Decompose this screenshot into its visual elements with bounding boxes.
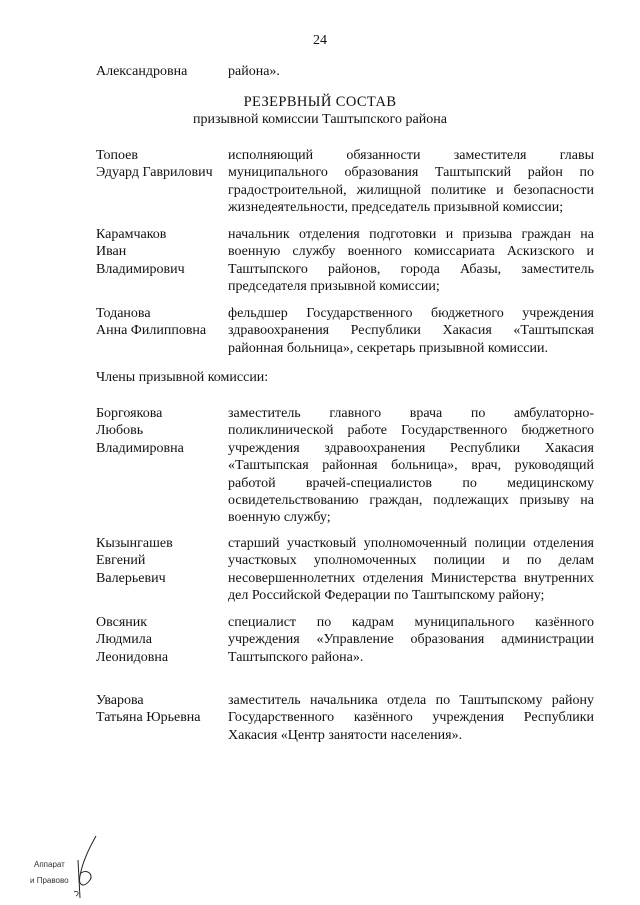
name-line: Валерьевич <box>96 570 166 586</box>
person-name <box>96 692 224 727</box>
members-heading: Члены призывной комиссии: <box>96 370 269 385</box>
person-role: старший участковый уполномоченный полиции отделения участковых уполномоченных полиции и по делам несовершеннолетних отделения Министерства внутренних дел Российской Федерации по Таштыпскому району; <box>228 536 594 604</box>
name-line: Леонидовна <box>96 649 169 665</box>
page-number: 24 <box>313 33 327 48</box>
name-line: Людмила <box>96 632 152 648</box>
name-line: Анна Филипповна <box>96 323 207 339</box>
person-name <box>96 614 224 666</box>
name-line: Владимировна <box>96 440 184 456</box>
person-role: заместитель начальника отдела по Таштыпскому району Государственного казённого учреждения Республики Хакасия «Центр занятости населения». <box>228 693 594 743</box>
person-name <box>96 305 224 340</box>
approval-stamp <box>28 830 118 900</box>
name-line: Овсяник <box>96 615 148 630</box>
person-role: исполняющий обязанности заместителя главы муниципального образования Таштыпский район по градостроительной, жилищной политике и безопасности жизнедеятельности, председатель призывной комиссии; <box>228 148 594 216</box>
name-line: Любовь <box>96 423 144 439</box>
name-line: Евгений <box>96 553 146 569</box>
person-role: начальник отделения подготовки и призыва граждан на военную службу военного комиссариата Аскизского и Таштыпского районов, города Абазы, заместитель председателя призывной комиссии; <box>228 227 594 295</box>
document-subtitle: призывной комиссии Таштыпского района <box>193 112 447 127</box>
name-line: Топоев <box>96 148 138 163</box>
stamp-line: и Правово <box>30 876 69 885</box>
person-name <box>96 535 224 587</box>
document-title: РЕЗЕРВНЫЙ СОСТАВ <box>243 94 397 110</box>
continuation-text: района». <box>228 64 280 79</box>
person-name <box>96 405 224 457</box>
continuation-name: Александровна <box>96 64 188 79</box>
name-line: Иван <box>96 244 127 260</box>
person-role: фельдшер Государственного бюджетного учреждения здравоохранения Республики Хакасия «Таштыпская районная больница», секретарь призывной комиссии. <box>228 306 594 356</box>
name-line: Боргоякова <box>96 406 163 421</box>
name-line: Эдуард Гаврилович <box>96 165 213 181</box>
name-line: Уварова <box>96 693 144 708</box>
signature-icon <box>68 830 118 900</box>
person-name <box>96 147 224 182</box>
name-line: Татьяна Юрьевна <box>96 710 201 726</box>
person-name <box>96 226 224 278</box>
name-line: Карамчаков <box>96 227 167 242</box>
person-role: специалист по кадрам муниципального казённого учреждения «Управление образования администрации Таштыпского района». <box>228 615 594 665</box>
stamp-line: Аппарат <box>34 860 65 869</box>
name-line: Владимирович <box>96 261 185 277</box>
name-line: Кызынгашев <box>96 536 173 551</box>
name-line: Тоданова <box>96 306 151 321</box>
person-role: заместитель главного врача по амбулаторно-поликлинической работе Государственного бюджетного учреждения здравоохранения Республики Хакасия «Таштыпская районная больница», врач, руководящий работой врачей-специалистов по медицинскому освидетельствованию граждан, подлежащих призыву на военную службу; <box>228 406 594 526</box>
